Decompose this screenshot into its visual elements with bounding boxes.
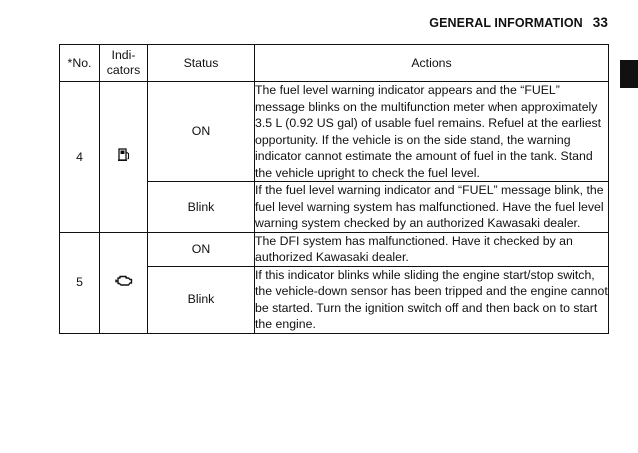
page-header: [429, 15, 608, 30]
table-row: [60, 82, 609, 182]
fuel-pump-icon: [118, 148, 130, 161]
status-cell: ON: [148, 232, 255, 266]
action-cell: The DFI system has malfunctioned. Have it checked by an authorized Kawasaki dealer.: [255, 232, 609, 266]
status-cell: Blink: [148, 182, 255, 233]
indicator-cell: [100, 232, 148, 333]
section-title: GENERAL INFORMATION: [429, 16, 583, 30]
table-row: [60, 232, 609, 266]
action-cell: The fuel level warning indicator appears and the “FUEL” message blinks on the multifunction meter when approximately 3.5 L (0.92 US gal) of usable fuel remains. Refuel at the earliest opportunity. If the vehicle is on the side stand, the warning indicator cannot estimate the amount of fuel in the tank. Stand the vehicle upright to check the fuel level.: [255, 82, 609, 182]
action-cell: If the fuel level warning indicator and “FUEL” message blink, the fuel level warning system has malfunctioned. Have the fuel level warning system checked by an authorized Kawasaki dealer.: [255, 182, 609, 233]
col-header-no: *No.: [60, 45, 100, 82]
table-header-row: [60, 45, 609, 82]
col-header-indicators: Indi- cators: [100, 45, 148, 82]
row-number: 4: [60, 82, 100, 233]
col-header-status: Status: [148, 45, 255, 82]
page-number: 33: [592, 15, 608, 30]
chapter-tab-marker: [620, 60, 638, 88]
action-cell: If this indicator blinks while sliding the engine start/stop switch, the vehicle-down sensor has been tripped and the engine cannot be started. Turn the ignition switch off and then back on to start the engine.: [255, 267, 608, 331]
col-header-actions: Actions: [255, 45, 609, 82]
engine-check-icon: [115, 274, 133, 287]
status-cell: Blink: [148, 266, 255, 333]
status-cell: ON: [148, 82, 255, 182]
row-number: 5: [60, 232, 100, 333]
indicator-table: [59, 44, 609, 334]
indicator-cell: [100, 82, 148, 233]
